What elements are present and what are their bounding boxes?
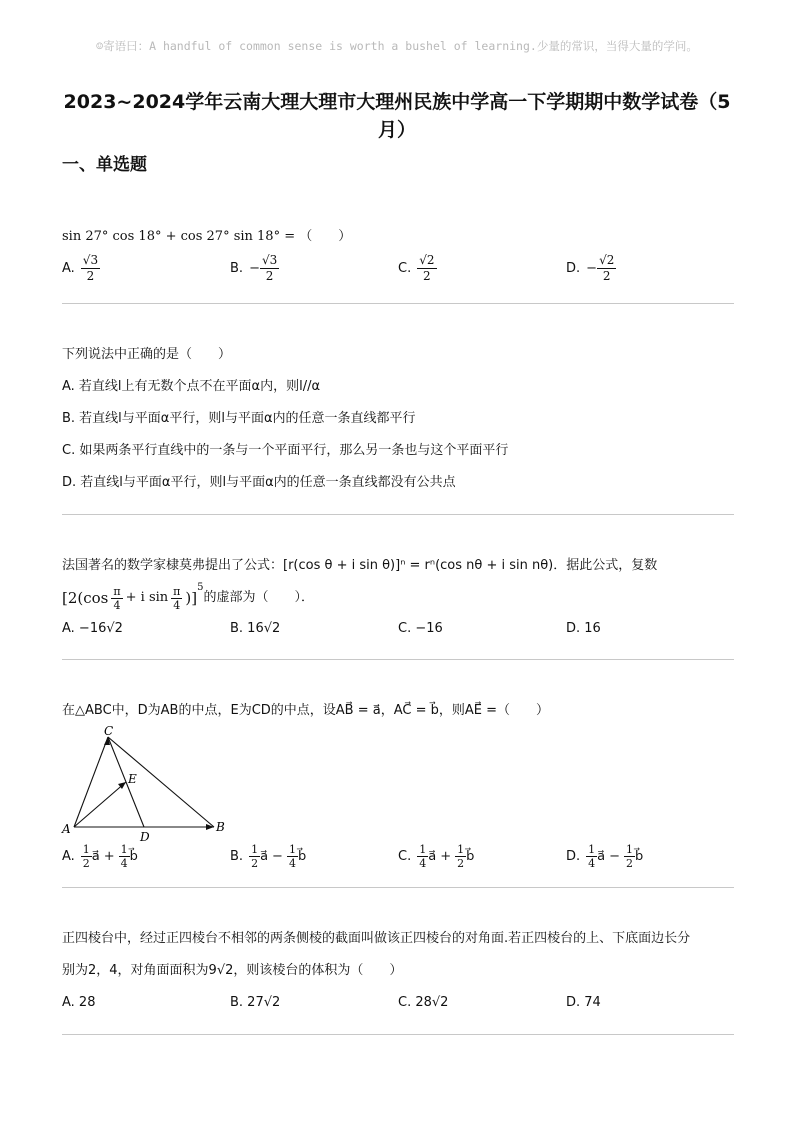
divider xyxy=(62,303,734,304)
label-e: E xyxy=(128,772,137,786)
divider xyxy=(62,1034,734,1035)
divider xyxy=(62,659,734,660)
section-heading: 一、单选题 xyxy=(62,155,147,175)
label-b: B xyxy=(216,820,225,834)
question-1-stem: sin 27° cos 18° + cos 27° sin 18° = （ ） xyxy=(62,229,352,244)
option-b[interactable]: B. $\frac{1}{2}$ a⃗ − $\frac{1}{4}$ b⃗ xyxy=(230,842,307,870)
option-c[interactable]: C. 28√2 xyxy=(398,994,449,1010)
option-a[interactable]: A. 28 xyxy=(62,994,96,1010)
option-a[interactable]: A. 若直线l上有无数个点不在平面α内，则l//α xyxy=(62,379,321,394)
question-3-stem-line-1: 法国著名的数学家棣莫弗提出了公式：[r(cos θ + i sin θ)]ⁿ = rⁿ(cos nθ + i sin nθ)．据此公式，复数 xyxy=(62,558,658,573)
question-2-stem: 下列说法中正确的是（ ） xyxy=(62,347,232,362)
segment-cb xyxy=(108,737,214,827)
label-d: D xyxy=(140,830,150,844)
option-a[interactable]: A. $\frac{√3}{2}$ xyxy=(62,252,99,283)
question-5-options xyxy=(62,982,734,1022)
question-4-stem: 在△ABC中，D为AB的中点，E为CD的中点，设AB⃗ = a⃗，AC⃗ = b⃗，则AE⃗ =（ ） xyxy=(62,703,549,718)
option-c[interactable]: C. 如果两条平行直线中的一条与一个平面平行，那么另一条也与这个平面平行 xyxy=(62,443,509,458)
option-d[interactable]: D. − $\frac{√2}{2}$ xyxy=(566,252,615,283)
label-c: C xyxy=(104,725,114,738)
option-a[interactable]: A. −16√2 xyxy=(62,620,123,636)
option-b[interactable]: B. 若直线l与平面α平行，则l与平面α内的任意一条直线都平行 xyxy=(62,411,416,426)
page-title xyxy=(40,88,754,144)
question-3-stem-line-2: [2(cos $\frac{\pi}{4}$ + i sin $\frac{\pi}{4}$ )] $^5$ 的虚部为（ ）． xyxy=(62,582,314,612)
option-b[interactable]: B. − $\frac{√3}{2}$ xyxy=(230,252,278,283)
option-b[interactable]: B. 16√2 xyxy=(230,620,281,636)
page-header-motto: ☺寄语曰：A handful of common sense is worth a bushel of learning.少量的常识，当得大量的学问。 xyxy=(96,39,698,53)
divider xyxy=(62,514,734,515)
label-a: A xyxy=(62,822,71,836)
option-c[interactable]: C. $\frac{√2}{2}$ xyxy=(398,252,435,283)
option-d[interactable]: D. 74 xyxy=(566,994,601,1010)
title-line-2: 月） xyxy=(377,119,416,141)
title-line-1: 2023~2024学年云南大理大理市大理州民族中学高一下学期期中数学试卷（5 xyxy=(63,91,731,113)
option-d[interactable]: D. 若直线l与平面α平行，则l与平面α内的任意一条直线都没有公共点 xyxy=(62,475,456,490)
divider xyxy=(62,887,734,888)
question-3-options xyxy=(62,608,734,648)
option-d[interactable]: D. $\frac{1}{4}$ a⃗ − $\frac{1}{2}$ b⃗ xyxy=(566,842,644,870)
question-1-options xyxy=(62,248,734,288)
question-5-stem-line-2: 别为2，4，对角面面积为9√2，则该棱台的体积为（ ） xyxy=(62,963,403,978)
option-a[interactable]: A. $\frac{1}{2}$ a⃗ + $\frac{1}{4}$ b⃗ xyxy=(62,842,138,870)
vector-ae xyxy=(74,782,126,827)
question-5-stem-line-1: 正四棱台中，经过正四棱台不相邻的两条侧棱的截面叫做该正四棱台的对角面.若正四棱台的上、下底面边长分 xyxy=(62,931,691,946)
arrowhead-ab xyxy=(206,824,214,830)
triangle-figure xyxy=(60,725,240,845)
option-c[interactable]: C. −16 xyxy=(398,620,443,636)
segment-ac xyxy=(74,737,108,827)
option-c[interactable]: C. $\frac{1}{4}$ a⃗ + $\frac{1}{2}$ b⃗ xyxy=(398,842,475,870)
option-d[interactable]: D. 16 xyxy=(566,620,601,636)
question-4-options xyxy=(62,836,734,876)
option-b[interactable]: B. 27√2 xyxy=(230,994,281,1010)
